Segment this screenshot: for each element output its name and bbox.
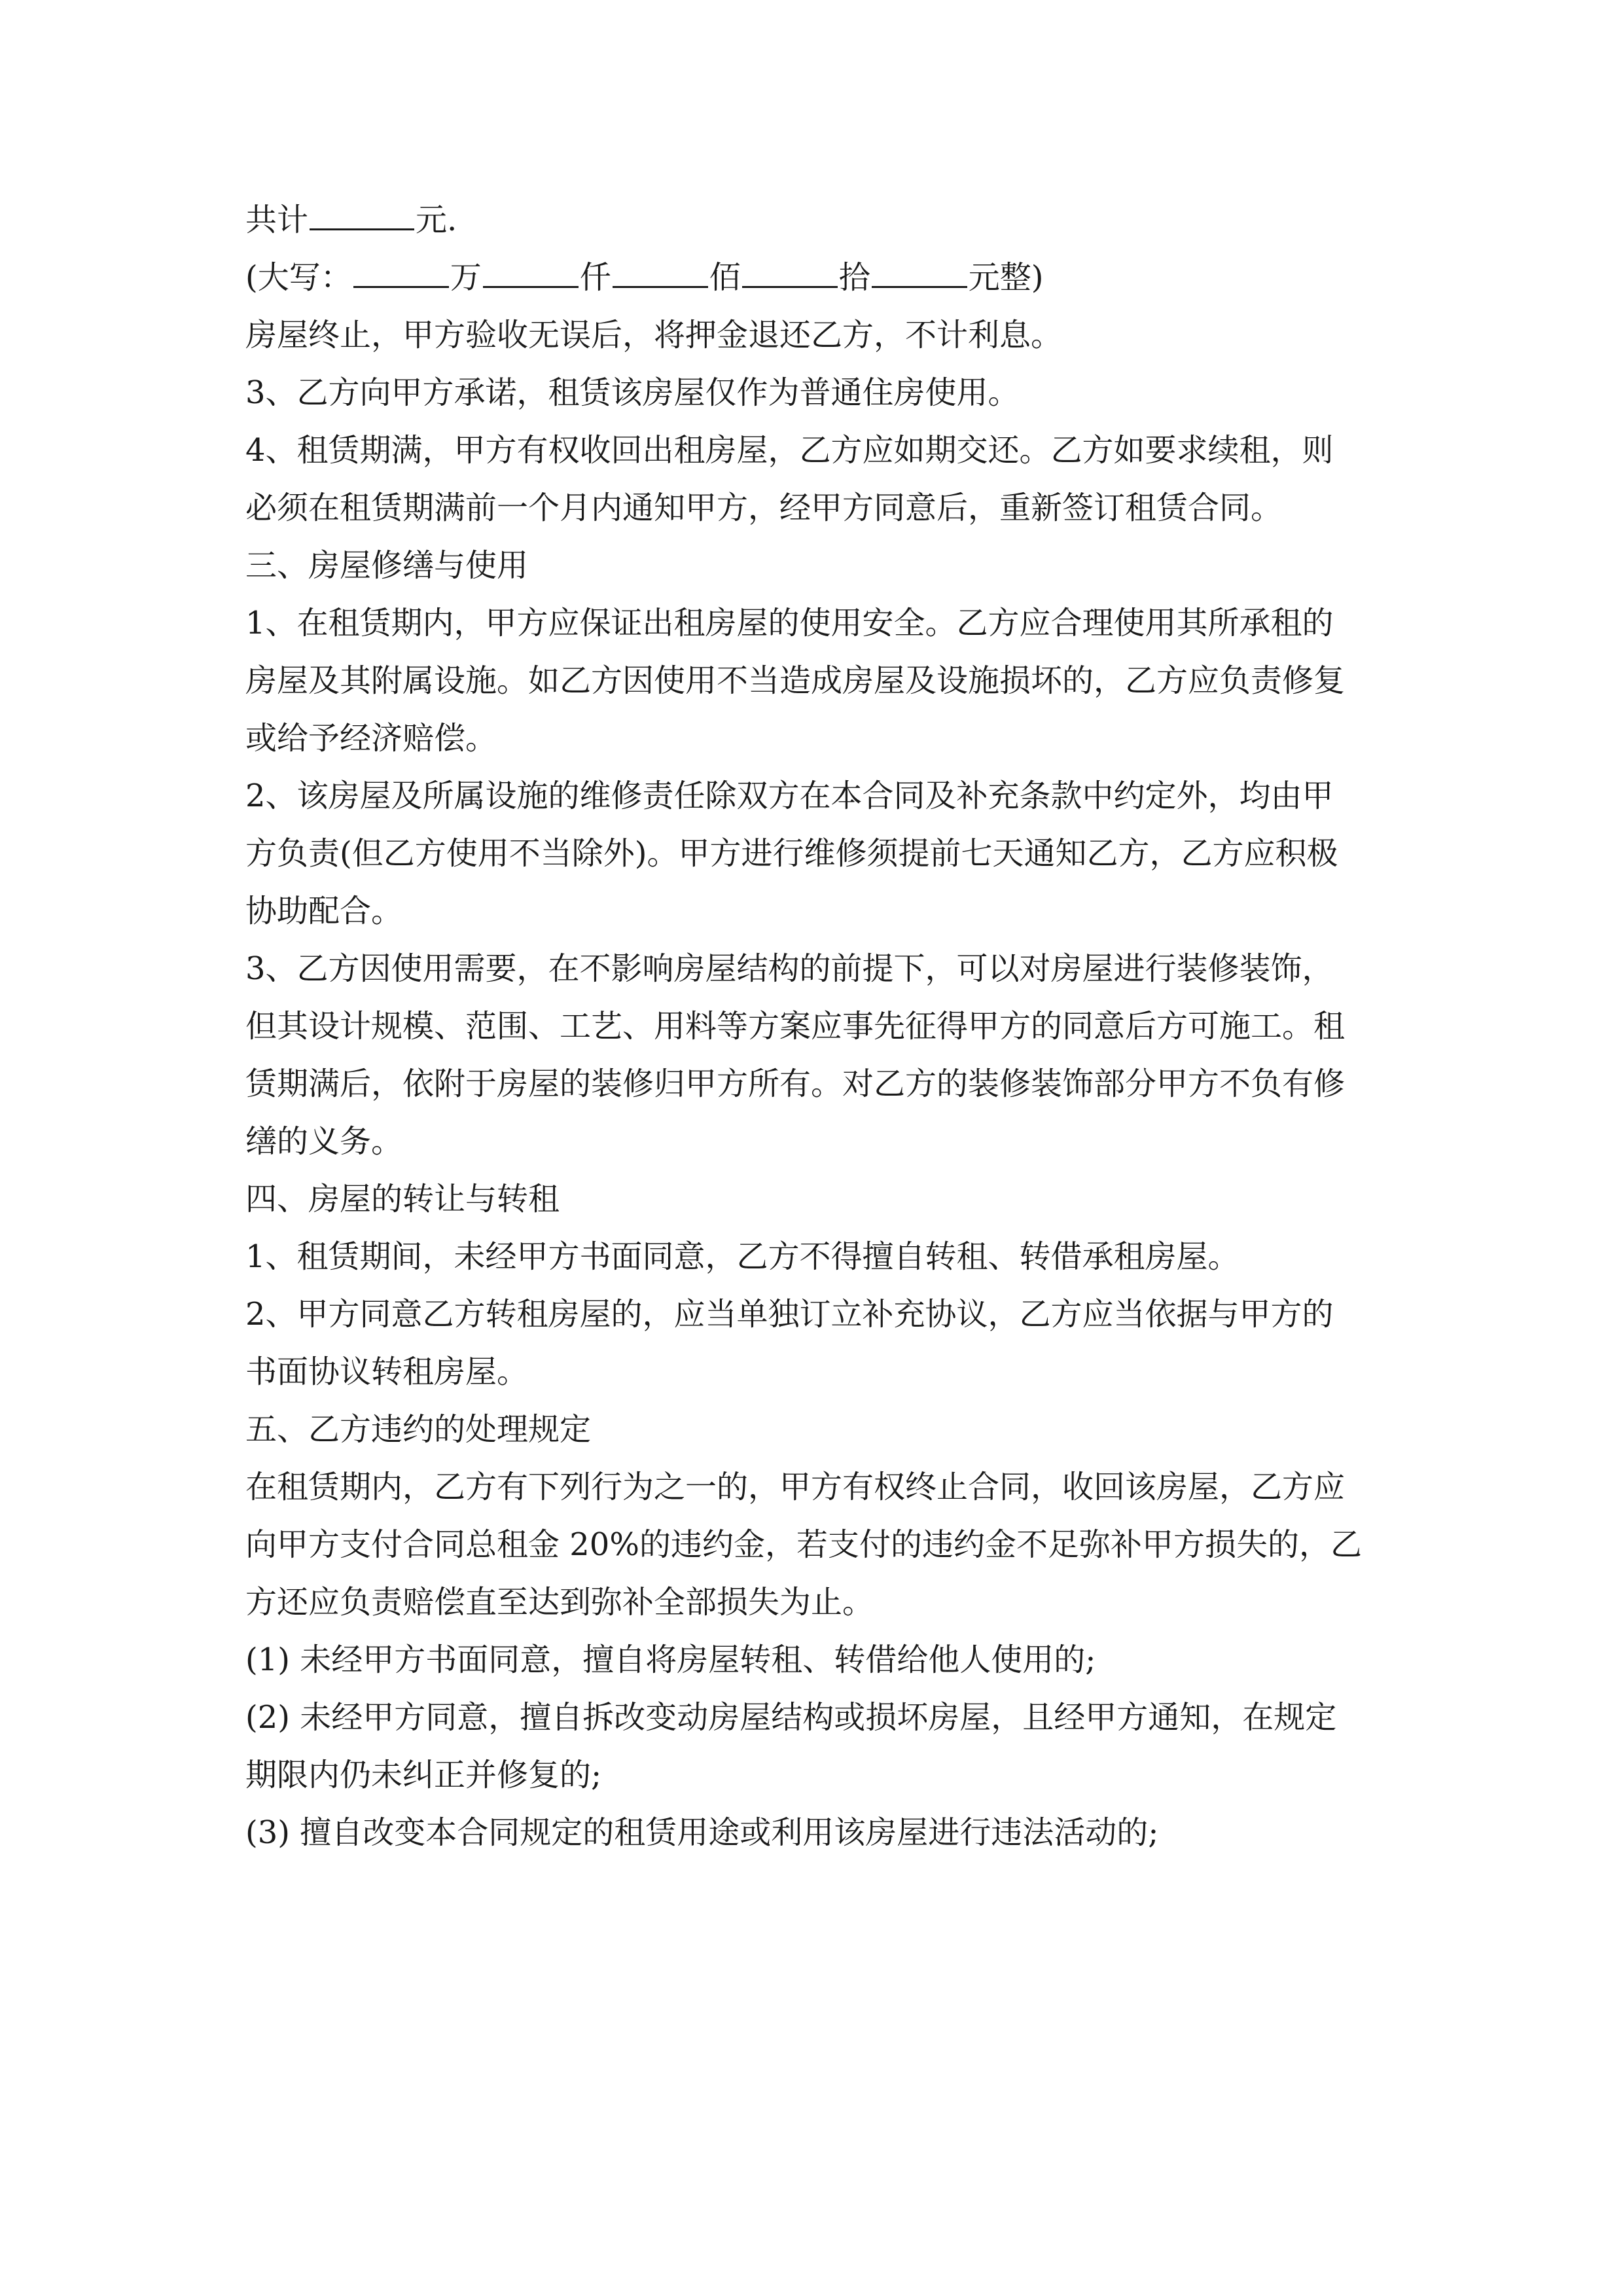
bai-blank[interactable] — [613, 257, 708, 288]
section-heading: 五、乙方违约的处理规定 — [245, 1411, 592, 1448]
bai-unit: 佰 — [709, 259, 741, 296]
section-heading: 四、房屋的转让与转租 — [245, 1181, 560, 1217]
total-suffix: 元. — [416, 202, 457, 238]
text-line: 在租赁期内，乙方有下列行为之一的，甲方有权终止合同，收回该房屋，乙方应 — [245, 1469, 1346, 1505]
text-line: 赁期满后，依附于房屋的装修归甲方所有。对乙方的装修装饰部分甲方不负有修 — [245, 1066, 1346, 1102]
text-line: 或给予经济赔偿。 — [245, 720, 497, 757]
shi-blank[interactable] — [742, 257, 838, 288]
text-line: 期限内仍未纠正并修复的; — [245, 1757, 602, 1793]
text-line: 方还应负责赔偿直至达到弥补全部损失为止。 — [245, 1584, 874, 1621]
text-line: 必须在租赁期满前一个月内通知甲方，经甲方同意后，重新签订租赁合同。 — [245, 490, 1283, 526]
text-line: 书面协议转租房屋。 — [245, 1354, 529, 1390]
text-line: 4、租赁期满，甲方有权收回出租房屋，乙方应如期交还。乙方如要求续租，则 — [245, 432, 1334, 469]
total-amount-blank[interactable] — [310, 200, 414, 230]
qian-unit: 仟 — [579, 259, 611, 296]
text-line: 3、乙方向甲方承诺，租赁该房屋仅作为普通住房使用。 — [245, 374, 1020, 411]
text-line: (1) 未经甲方书面同意，擅自将房屋转租、转借给他人使用的; — [245, 1641, 1096, 1678]
text-line: 1、租赁期间，未经甲方书面同意，乙方不得擅自转租、转借承租房屋。 — [245, 1238, 1240, 1275]
section-heading: 三、房屋修缮与使用 — [245, 547, 529, 584]
text-line: 向甲方支付合同总租金 20%的违约金，若支付的违约金不足弥补甲方损失的，乙 — [245, 1526, 1362, 1563]
qian-blank[interactable] — [483, 257, 579, 288]
shi-unit: 拾 — [838, 259, 870, 296]
text-line: 协助配合。 — [245, 893, 403, 929]
yuan-blank[interactable] — [872, 257, 967, 288]
text-line: 2、该房屋及所属设施的维修责任除双方在本合同及补充条款中约定外，均由甲 — [245, 778, 1334, 814]
uppercase-open: (大写： — [245, 259, 352, 296]
text-line: 方负责(但乙方使用不当除外)。甲方进行维修须提前七天通知乙方，乙方应积极 — [245, 835, 1338, 872]
total-prefix: 共计 — [245, 202, 309, 238]
text-line: (3) 擅自改变本合同规定的租赁用途或利用该房屋进行违法活动的; — [245, 1814, 1159, 1851]
text-line: (2) 未经甲方同意，擅自拆改变动房屋结构或损坏房屋，且经甲方通知，在规定 — [245, 1699, 1337, 1736]
uppercase-amount-line — [245, 249, 1387, 306]
text-line: 缮的义务。 — [245, 1123, 403, 1160]
text-line: 房屋及其附属设施。如乙方因使用不当造成房屋及设施损坏的，乙方应负责修复 — [245, 662, 1346, 699]
wan-unit: 万 — [450, 259, 482, 296]
text-line: 3、乙方因使用需要，在不影响房屋结构的前提下，可以对房屋进行装修装饰， — [245, 950, 1334, 987]
document-body — [245, 191, 1387, 1861]
wan-blank[interactable] — [353, 257, 449, 288]
uppercase-close: 元整) — [968, 259, 1044, 296]
text-line: 2、甲方同意乙方转租房屋的，应当单独订立补充协议，乙方应当依据与甲方的 — [245, 1296, 1334, 1333]
total-amount-line — [245, 191, 1387, 249]
text-line: 但其设计规模、范围、工艺、用料等方案应事先征得甲方的同意后方可施工。租 — [245, 1008, 1346, 1045]
text-line: 1、在租赁期内，甲方应保证出租房屋的使用安全。乙方应合理使用其所承租的 — [245, 605, 1334, 641]
text-line: 房屋终止，甲方验收无误后，将押金退还乙方，不计利息。 — [245, 317, 1063, 353]
